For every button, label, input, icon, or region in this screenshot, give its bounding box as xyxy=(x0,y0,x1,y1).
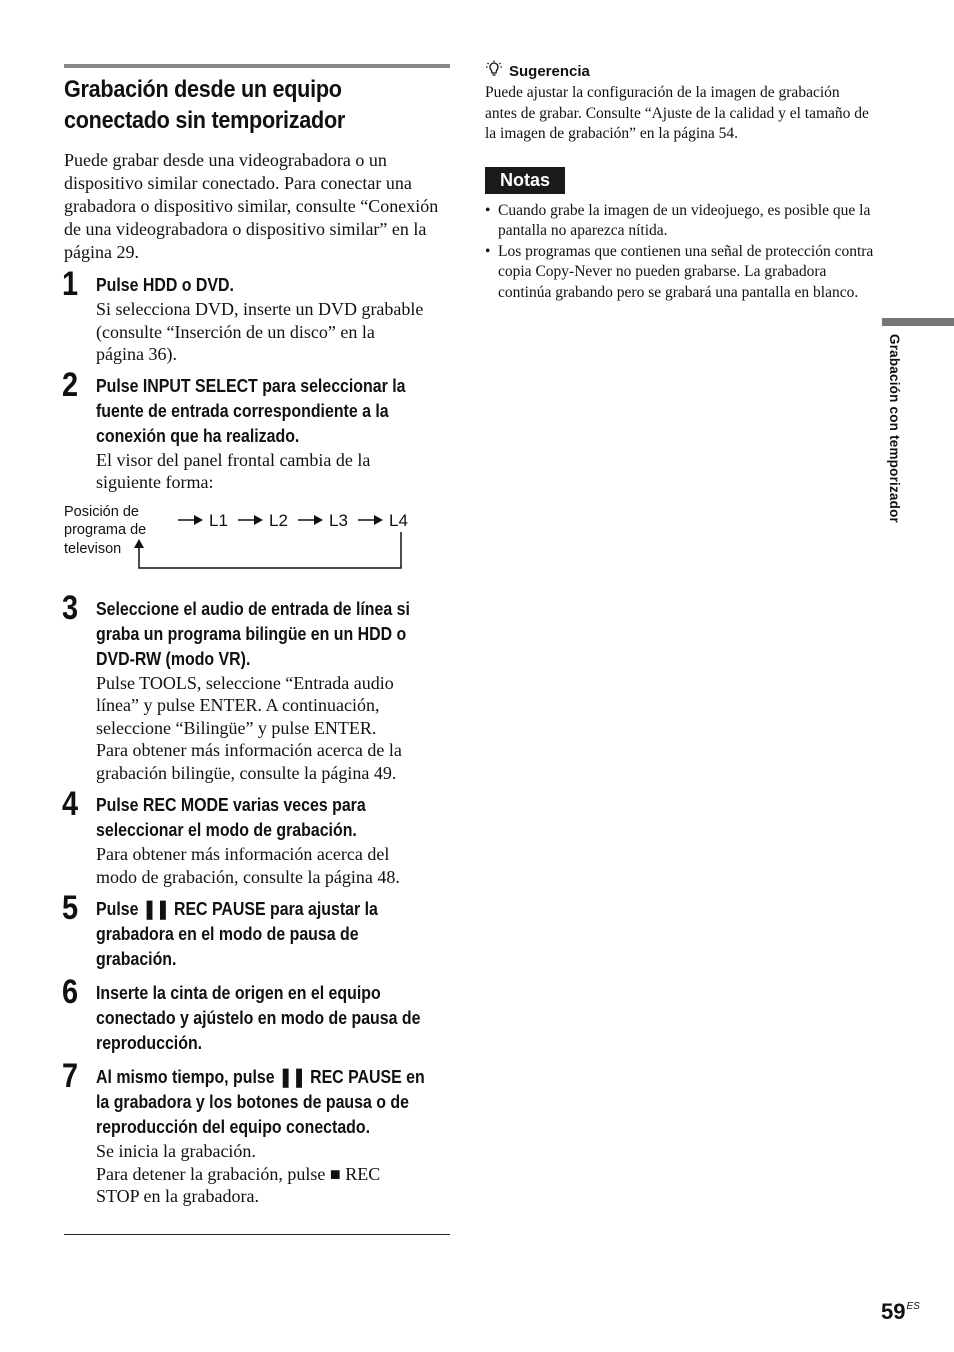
step-2 xyxy=(62,365,450,494)
step-7 xyxy=(62,1057,450,1208)
step-3 xyxy=(62,588,450,785)
input-l2: L2 xyxy=(269,510,288,530)
step-5 xyxy=(62,889,450,971)
step-number: 6 xyxy=(62,973,79,1011)
step-number: 5 xyxy=(62,889,79,927)
intro-paragraph: Puede grabar desde una videograbadora o un dispositivo similar conectado. Para conectar una grabadora o dispositivo similar, consulte “Conexión de una videograbadora o dispositivo similar” en la página 29. xyxy=(64,150,439,262)
notes-heading: Notas xyxy=(485,167,565,194)
step-heading: Al mismo tiempo, pulse ❚❚ REC PAUSE en la grabadora y los botones de pausa o de reproducción del equipo conectado. xyxy=(96,1066,425,1137)
side-column xyxy=(485,60,875,303)
step-1 xyxy=(62,265,450,366)
step-heading: Pulse REC MODE varias veces para seleccionar el modo de grabación. xyxy=(96,794,366,840)
lightbulb-icon xyxy=(485,60,503,82)
step-number: 2 xyxy=(62,365,79,404)
page-number-value: 59 xyxy=(881,1299,906,1324)
step-heading: Pulse INPUT SELECT para seleccionar la fuente de entrada correspondiente a la conexión que ha realizado. xyxy=(96,374,406,446)
title-rule xyxy=(64,64,450,68)
step-heading: Seleccione el audio de entrada de línea si graba un programa bilingüe en un HDD o DVD-RW (modo VR). xyxy=(96,597,410,669)
step-heading: Pulse ❚❚ REC PAUSE para ajustar la grabadora en el modo de pausa de grabación. xyxy=(96,898,378,969)
input-l1: L1 xyxy=(209,510,228,530)
step-body: Se inicia la grabación. Para detener la grabación, pulse ■ REC STOP en la grabadora. xyxy=(96,1141,381,1206)
note-item: • Cuando grabe la imagen de un videojuego, es posible que la pantalla no aparezca nítida. xyxy=(485,201,875,242)
step-heading: Inserte la cinta de origen en el equipo conectado y ajústelo en modo de pausa de reproducción. xyxy=(96,982,421,1053)
tip-text: Puede ajustar la configuración de la imagen de grabación antes de grabar. Consulte “Ajuste de la calidad y el tamaño de la imagen de grabación” en la página 54. xyxy=(485,84,869,142)
step-heading: Pulse HDD o DVD. xyxy=(96,274,234,295)
step-body: El visor del panel frontal cambia de la siguiente forma: xyxy=(96,449,371,492)
input-l4: L4 xyxy=(389,510,408,530)
chapter-tab-label: Grabación con temporizador xyxy=(887,334,902,523)
diagram-label: Posición de programa de televison xyxy=(64,503,147,557)
notes-list xyxy=(485,201,875,304)
step-number: 4 xyxy=(62,785,79,823)
section-end-rule xyxy=(64,1234,450,1235)
section-title: Grabación desde un equipo conectado sin temporizador xyxy=(64,76,346,134)
step-number: 7 xyxy=(62,1057,79,1095)
main-column xyxy=(64,64,450,1208)
tip-heading-text: Sugerencia xyxy=(509,62,590,80)
input-cycle-diagram xyxy=(64,498,450,586)
note-item: • Los programas que contienen una señal de protección contra copia Copy-Never no pueden grabarse. La grabadora continúa grabando pero se grabará una pantalla en blanco. xyxy=(485,242,875,304)
page-number xyxy=(881,1299,920,1325)
step-body: Si selecciona DVD, inserte un DVD grabable (consulte “Inserción de un disco” en la página 36). xyxy=(96,299,424,364)
step-6 xyxy=(62,973,450,1055)
step-number: 3 xyxy=(62,588,79,627)
step-number: 1 xyxy=(62,265,79,303)
page-number-suffix: ES xyxy=(906,1301,920,1312)
input-l3: L3 xyxy=(329,510,348,530)
step-4 xyxy=(62,785,450,888)
step-body: Pulse TOOLS, seleccione “Entrada audio línea” y pulse ENTER. A continuación, seleccione “Bilingüe” y pulse ENTER. Para obtener más información acerca de la grabación bilingüe, consulte la página 49. xyxy=(96,672,402,783)
chapter-tab-bar xyxy=(882,318,954,326)
tip-heading xyxy=(485,60,875,82)
step-body: Para obtener más información acerca del modo de grabación, consulte la página 48. xyxy=(96,844,400,887)
